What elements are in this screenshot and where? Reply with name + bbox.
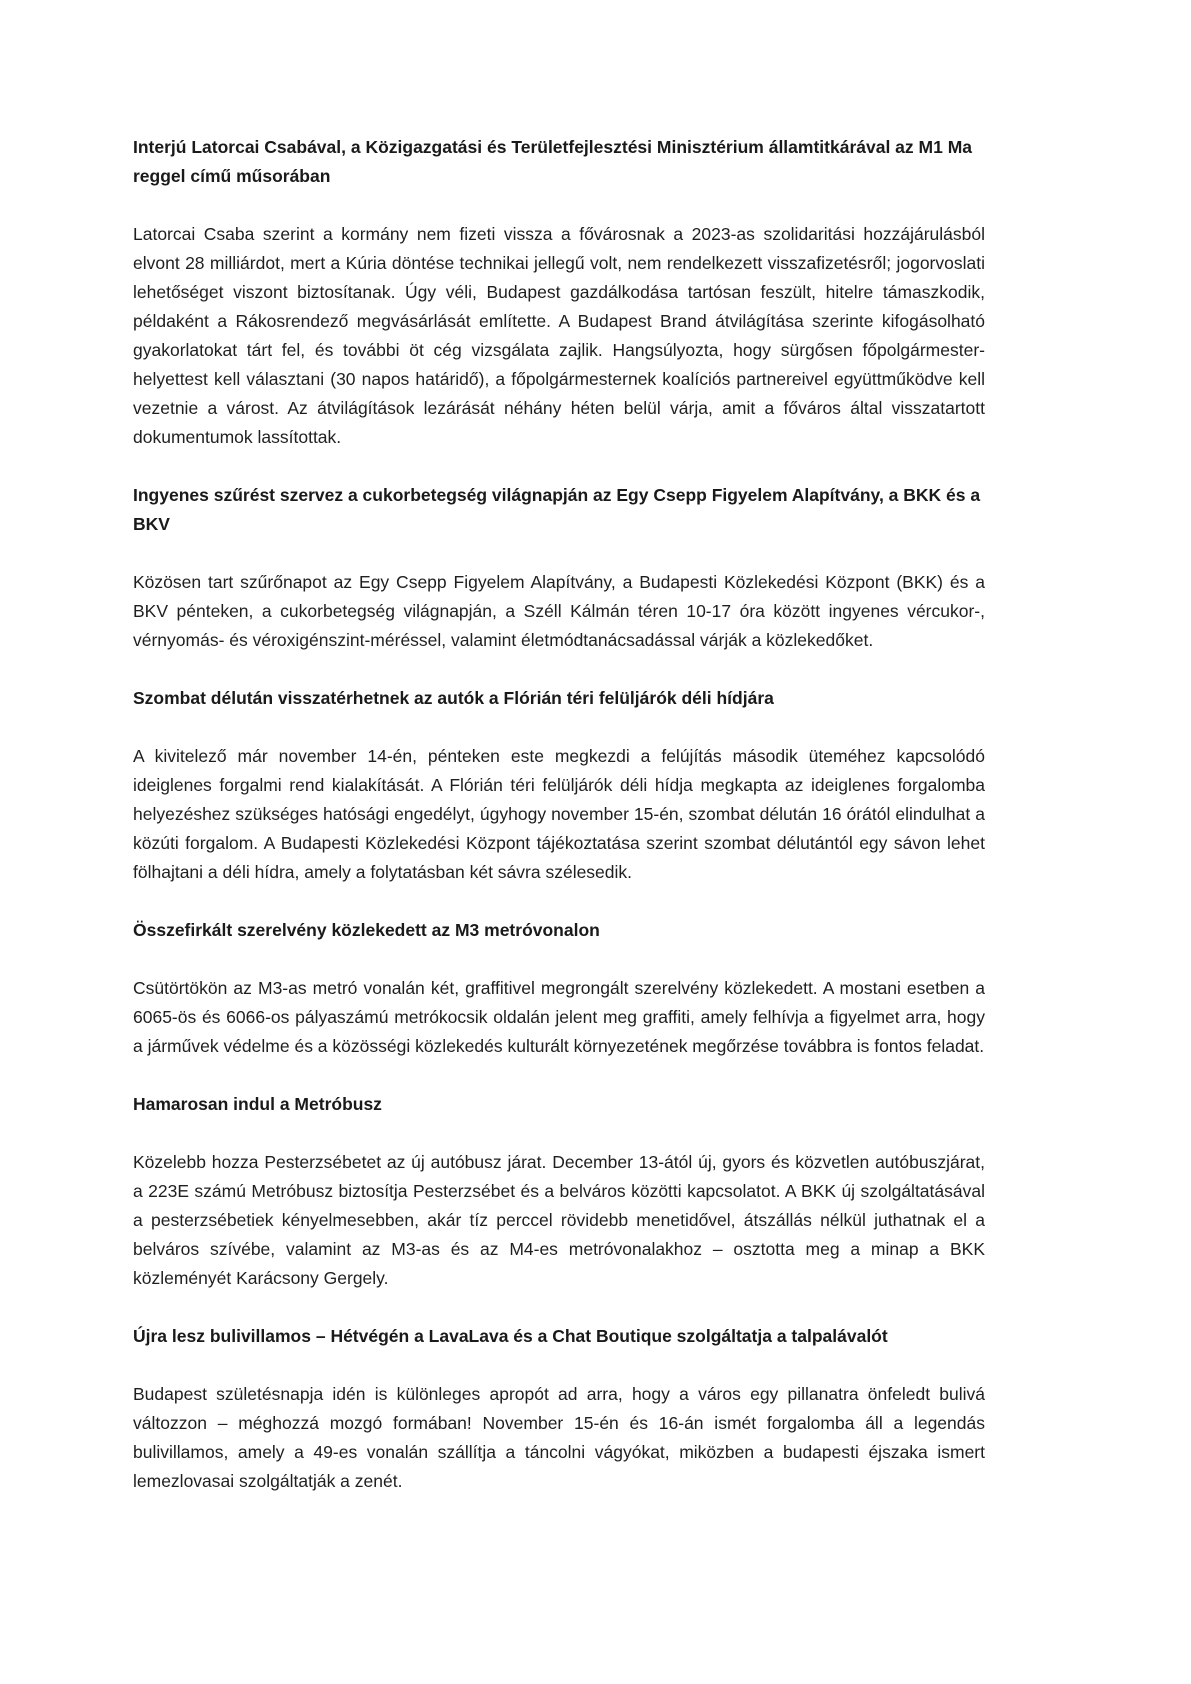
section-paragraph: Közösen tart szűrőnapot az Egy Csepp Figyelem Alapítvány, a Budapesti Közlekedési Központ (BKK) és a BKV pénteken, a cukorbetegség világnapján, a Széll Kálmán téren 10-17 óra között ingyenes vércukor-, vérnyomás- és véroxigénszint-méréssel, valamint életmódtanácsadással várják a közlekedőket.: [133, 572, 985, 650]
section-paragraph: Latorcai Csaba szerint a kormány nem fizeti vissza a fővárosnak a 2023-as szolidaritási hozzájárulásból elvont 28 milliárdot, mert a Kúria döntése technikai jellegű volt, nem rendelkezett visszafizetésről; jogorvoslati lehetőséget viszont biztosítanak. Úgy véli, Budapest gazdálkodása tartósan feszült, hitelre támaszkodik, példaként a Rákosrendező megvásárlását említette. A Budapest Brand átvilágítása szerinte kifogásolható gyakorlatokat tárt fel, és további öt cég vizsgálata zajlik. Hangsúlyozta, hogy sürgősen főpolgármester-helyettest kell választani (30 napos határidő), a főpolgármesternek koalíciós partnereivel együttműködve kell vezetnie a várost. Az átvilágítások lezárását néhány héten belül várja, amit a főváros által visszatartott dokumentumok lassítottak.: [133, 224, 985, 447]
section-heading: Hamarosan indul a Metróbusz: [133, 1094, 382, 1114]
section-heading: Szombat délután visszatérhetnek az autók a Flórián téri felüljárók déli hídjára: [133, 688, 774, 708]
document-content: [133, 133, 985, 1525]
section-paragraph: A kivitelező már november 14-én, pénteken este megkezdi a felújítás második üteméhez kapcsolódó ideiglenes forgalmi rend kialakítását. A Flórián téri felüljárók déli hídja megkapta az ideiglenes forgalomba helyezéshez szükséges hatósági engedélyt, úgyhogy november 15-én, szombat délután 16 órától elindulhat a közúti forgalom. A Budapesti Közlekedési Központ tájékoztatása szerint szombat délutántól egy sávon lehet fölhajtani a déli hídra, amely a folytatásban két sávra szélesedik.: [133, 746, 985, 882]
news-section: [133, 1322, 985, 1496]
section-paragraph: Közelebb hozza Pesterzsébetet az új autóbusz járat. December 13-ától új, gyors és közvetlen autóbuszjárat, a 223E számú Metróbusz biztosítja Pesterzsébet és a belváros közötti kapcsolatot. A BKK új szolgáltatásával a pesterzsébetiek kényelmesebben, akár tíz perccel rövidebb menetidővel, átszállás nélkül juthatnak el a belváros szívébe, valamint az M3-as és az M4-es metróvonalakhoz – osztotta meg a minap a BKK közleményét Karácsony Gergely.: [133, 1152, 985, 1288]
section-heading: Ingyenes szűrést szervez a cukorbetegség világnapján az Egy Csepp Figyelem Alapítvány, a BKK és a BKV: [133, 485, 981, 534]
news-section: [133, 684, 985, 887]
news-section: [133, 481, 985, 655]
news-section: [133, 916, 985, 1061]
section-paragraph: Budapest születésnapja idén is különleges apropót ad arra, hogy a város egy pillanatra önfeledt bulivá változzon – méghozzá mozgó formában! November 15-én és 16-án ismét forgalomba áll a legendás bulivillamos, amely a 49-es vonalán szállítja a táncolni vágyókat, miközben a budapesti éjszaka ismert lemezlovasai szolgáltatják a zenét.: [133, 1384, 985, 1491]
section-heading: Interjú Latorcai Csabával, a Közigazgatási és Területfejlesztési Minisztérium államtitkárával az M1 Ma reggel című műsorában: [133, 137, 973, 186]
section-heading: Újra lesz bulivillamos – Hétvégén a LavaLava és a Chat Boutique szolgáltatja a talpalávalót: [133, 1326, 888, 1346]
news-section: [133, 133, 985, 452]
news-section: [133, 1090, 985, 1293]
section-heading: Összefirkált szerelvény közlekedett az M3 metróvonalon: [133, 920, 600, 940]
section-paragraph: Csütörtökön az M3-as metró vonalán két, graffitivel megrongált szerelvény közlekedett. A mostani esetben a 6065-ös és 6066-os pályaszámú metrókocsik oldalán jelent meg graffiti, amely felhívja a figyelmet arra, hogy a járművek védelme és a közösségi közlekedés kulturált környezetének megőrzése továbbra is fontos feladat.: [133, 978, 985, 1056]
